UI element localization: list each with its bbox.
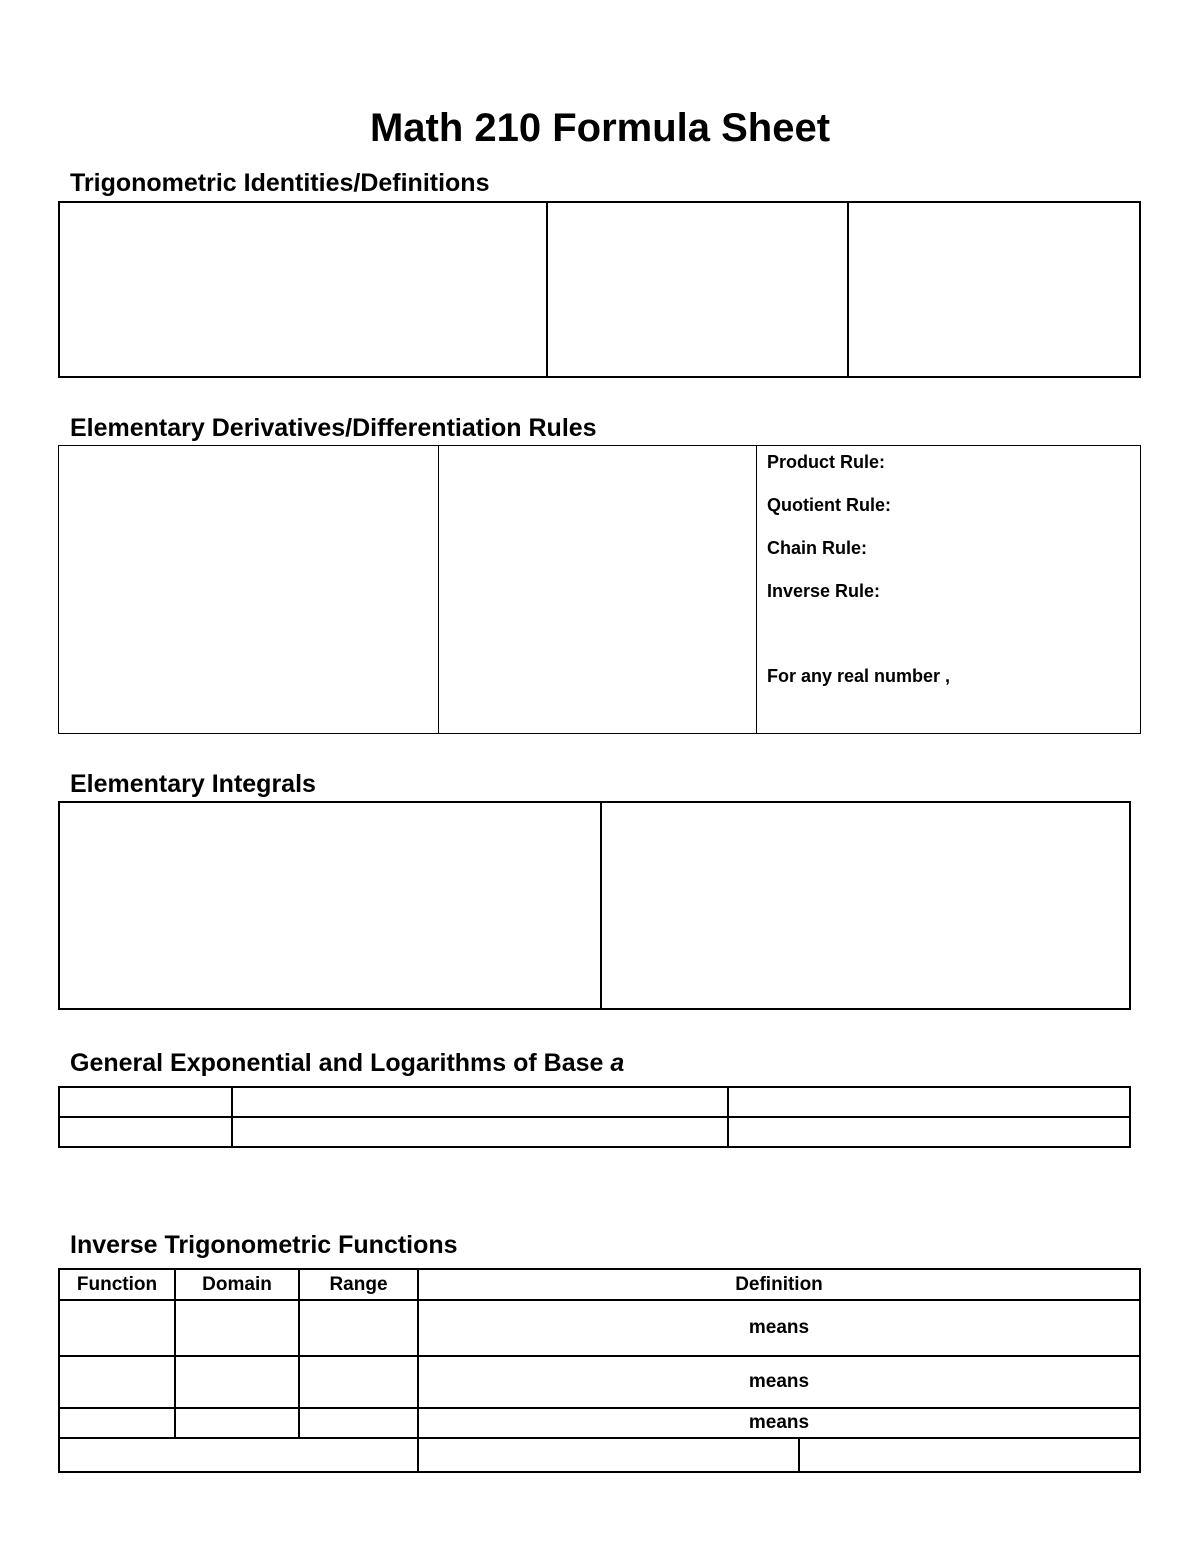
base-variable: a (610, 1049, 625, 1077)
product-rule-label: Product Rule: (767, 452, 886, 472)
table-cell (232, 1117, 728, 1147)
table-cell (799, 1438, 1140, 1472)
table-cell (59, 1356, 175, 1408)
table-cell (59, 1087, 232, 1117)
derivatives-box (58, 445, 1141, 734)
chain-rule-label: Chain Rule: (767, 538, 868, 558)
column-header-domain: Domain (175, 1269, 299, 1300)
derivatives-cell-2 (439, 446, 757, 733)
table-cell (59, 1408, 175, 1438)
trig-cell-2 (548, 203, 849, 376)
derivatives-heading: Elementary Derivatives/Differentiation Rules (70, 414, 597, 442)
means-label: means (748, 1412, 810, 1433)
table-row (59, 1300, 1140, 1356)
table-cell (299, 1300, 418, 1356)
column-header-function: Function (59, 1269, 175, 1300)
table-cell (728, 1117, 1130, 1147)
column-header-range: Range (299, 1269, 418, 1300)
means-label: means (748, 1317, 810, 1338)
inverse-rule-label: Inverse Rule: (767, 581, 881, 601)
integrals-heading: Elementary Integrals (70, 770, 316, 798)
exponential-heading-text: General Exponential and Logarithms of Base (70, 1049, 611, 1077)
integrals-cell-1 (60, 803, 602, 1008)
table-cell (59, 1117, 232, 1147)
table-row (59, 1117, 1130, 1147)
inverse-trig-table (58, 1268, 1141, 1473)
derivatives-cell-1 (59, 446, 439, 733)
table-cell (175, 1356, 299, 1408)
trig-heading: Trigonometric Identities/Definitions (70, 169, 490, 197)
column-header-definition: Definition (418, 1269, 1140, 1300)
table-cell (175, 1408, 299, 1438)
integrals-box (58, 801, 1131, 1010)
exponential-heading (70, 1048, 624, 1078)
table-row (59, 1087, 1130, 1117)
differentiation-rules-cell (757, 446, 1140, 733)
exponential-table (58, 1086, 1131, 1148)
table-row (59, 1408, 1140, 1438)
table-cell (59, 1438, 418, 1472)
table-cell (418, 1438, 799, 1472)
trig-cell-1 (60, 203, 548, 376)
table-cell (59, 1300, 175, 1356)
table-cell (299, 1408, 418, 1438)
inverse-trig-heading: Inverse Trigonometric Functions (70, 1231, 458, 1259)
real-number-note: For any real number , (767, 666, 951, 686)
table-cell (728, 1087, 1130, 1117)
table-row (59, 1356, 1140, 1408)
rules-spacer (767, 624, 1130, 666)
trig-cell-3 (849, 203, 1139, 376)
definition-cell (418, 1356, 1140, 1408)
table-cell (232, 1087, 728, 1117)
page-title: Math 210 Formula Sheet (369, 106, 831, 150)
means-label: means (748, 1371, 810, 1392)
quotient-rule-label: Quotient Rule: (767, 495, 891, 515)
trig-box (58, 201, 1141, 378)
integrals-cell-2 (602, 803, 1129, 1008)
table-row (59, 1438, 1140, 1472)
definition-cell (418, 1300, 1140, 1356)
table-cell (299, 1356, 418, 1408)
definition-cell (418, 1408, 1140, 1438)
table-header-row (59, 1269, 1140, 1300)
table-cell (175, 1300, 299, 1356)
